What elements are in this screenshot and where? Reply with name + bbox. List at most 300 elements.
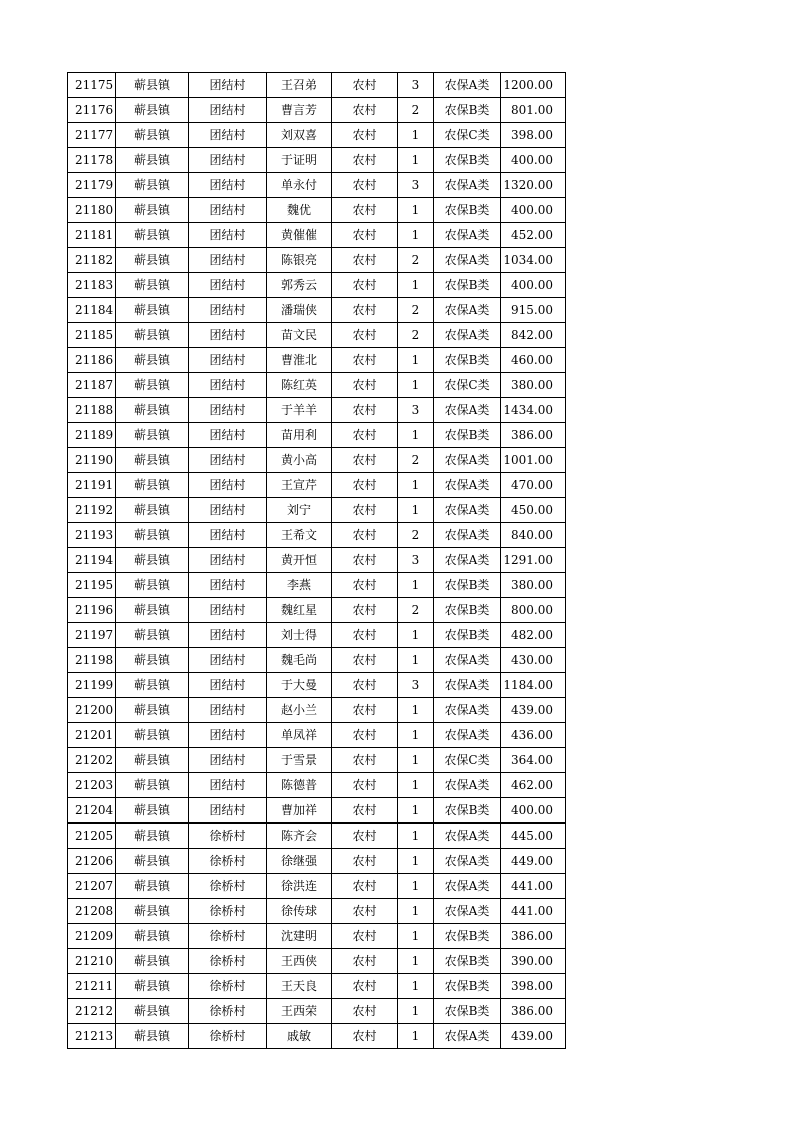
table-row bbox=[68, 148, 566, 173]
village-cell: 团结村 bbox=[189, 198, 267, 223]
town-cell: 蕲县镇 bbox=[116, 398, 189, 423]
category-cell: 农村 bbox=[332, 673, 398, 698]
record-id-cell: 21202 bbox=[68, 748, 116, 773]
record-id-cell: 21179 bbox=[68, 173, 116, 198]
insurance-type-cell: 农保B类 bbox=[434, 623, 501, 648]
village-cell: 团结村 bbox=[189, 748, 267, 773]
town-cell: 蕲县镇 bbox=[116, 723, 189, 748]
insurance-type-cell: 农保B类 bbox=[434, 573, 501, 598]
household-count-cell: 1 bbox=[398, 1024, 434, 1049]
town-cell: 蕲县镇 bbox=[116, 148, 189, 173]
table-body bbox=[68, 73, 566, 1049]
village-cell: 团结村 bbox=[189, 573, 267, 598]
record-id-cell: 21193 bbox=[68, 523, 116, 548]
category-cell: 农村 bbox=[332, 448, 398, 473]
record-id-cell: 21175 bbox=[68, 73, 116, 98]
name-cell: 戚敏 bbox=[267, 1024, 332, 1049]
village-cell: 团结村 bbox=[189, 523, 267, 548]
category-cell: 农村 bbox=[332, 748, 398, 773]
name-cell: 于羊羊 bbox=[267, 398, 332, 423]
table-row bbox=[68, 723, 566, 748]
table-row bbox=[68, 924, 566, 949]
town-cell: 蕲县镇 bbox=[116, 999, 189, 1024]
village-cell: 徐桥村 bbox=[189, 874, 267, 899]
table-row bbox=[68, 423, 566, 448]
record-id-cell: 21186 bbox=[68, 348, 116, 373]
town-cell: 蕲县镇 bbox=[116, 473, 189, 498]
village-cell: 团结村 bbox=[189, 448, 267, 473]
name-cell: 王西侠 bbox=[267, 949, 332, 974]
table-row bbox=[68, 648, 566, 673]
table-row bbox=[68, 173, 566, 198]
town-cell: 蕲县镇 bbox=[116, 273, 189, 298]
category-cell: 农村 bbox=[332, 173, 398, 198]
town-cell: 蕲县镇 bbox=[116, 198, 189, 223]
village-cell: 团结村 bbox=[189, 423, 267, 448]
table-row bbox=[68, 598, 566, 623]
record-id-cell: 21177 bbox=[68, 123, 116, 148]
name-cell: 李燕 bbox=[267, 573, 332, 598]
category-cell: 农村 bbox=[332, 648, 398, 673]
name-cell: 刘宁 bbox=[267, 498, 332, 523]
category-cell: 农村 bbox=[332, 473, 398, 498]
household-count-cell: 3 bbox=[398, 398, 434, 423]
amount-cell: 840.00 bbox=[501, 523, 566, 548]
insurance-type-cell: 农保A类 bbox=[434, 723, 501, 748]
insurance-type-cell: 农保A类 bbox=[434, 398, 501, 423]
village-cell: 团结村 bbox=[189, 398, 267, 423]
record-id-cell: 21198 bbox=[68, 648, 116, 673]
town-cell: 蕲县镇 bbox=[116, 748, 189, 773]
village-cell: 团结村 bbox=[189, 273, 267, 298]
insurance-type-cell: 农保A类 bbox=[434, 323, 501, 348]
amount-cell: 380.00 bbox=[501, 373, 566, 398]
town-cell: 蕲县镇 bbox=[116, 823, 189, 849]
town-cell: 蕲县镇 bbox=[116, 598, 189, 623]
amount-cell: 470.00 bbox=[501, 473, 566, 498]
insurance-type-cell: 农保B类 bbox=[434, 98, 501, 123]
town-cell: 蕲县镇 bbox=[116, 974, 189, 999]
amount-cell: 390.00 bbox=[501, 949, 566, 974]
record-id-cell: 21211 bbox=[68, 974, 116, 999]
record-id-cell: 21201 bbox=[68, 723, 116, 748]
table-row bbox=[68, 548, 566, 573]
category-cell: 农村 bbox=[332, 924, 398, 949]
household-count-cell: 1 bbox=[398, 748, 434, 773]
name-cell: 徐洪连 bbox=[267, 874, 332, 899]
table-row bbox=[68, 823, 566, 849]
village-cell: 团结村 bbox=[189, 73, 267, 98]
amount-cell: 450.00 bbox=[501, 498, 566, 523]
table-row bbox=[68, 773, 566, 798]
household-count-cell: 2 bbox=[398, 298, 434, 323]
record-id-cell: 21199 bbox=[68, 673, 116, 698]
category-cell: 农村 bbox=[332, 373, 398, 398]
village-cell: 徐桥村 bbox=[189, 823, 267, 849]
town-cell: 蕲县镇 bbox=[116, 323, 189, 348]
town-cell: 蕲县镇 bbox=[116, 899, 189, 924]
household-count-cell: 1 bbox=[398, 473, 434, 498]
amount-cell: 1200.00 bbox=[501, 73, 566, 98]
insurance-type-cell: 农保B类 bbox=[434, 273, 501, 298]
household-count-cell: 2 bbox=[398, 448, 434, 473]
amount-cell: 386.00 bbox=[501, 999, 566, 1024]
insurance-type-cell: 农保C类 bbox=[434, 748, 501, 773]
name-cell: 徐继强 bbox=[267, 849, 332, 874]
household-count-cell: 1 bbox=[398, 148, 434, 173]
amount-cell: 400.00 bbox=[501, 798, 566, 824]
name-cell: 曹淮北 bbox=[267, 348, 332, 373]
amount-cell: 400.00 bbox=[501, 148, 566, 173]
table-row bbox=[68, 248, 566, 273]
category-cell: 农村 bbox=[332, 398, 398, 423]
amount-cell: 1034.00 bbox=[501, 248, 566, 273]
town-cell: 蕲县镇 bbox=[116, 849, 189, 874]
record-id-cell: 21190 bbox=[68, 448, 116, 473]
household-count-cell: 1 bbox=[398, 623, 434, 648]
household-count-cell: 1 bbox=[398, 723, 434, 748]
household-count-cell: 1 bbox=[398, 648, 434, 673]
category-cell: 农村 bbox=[332, 298, 398, 323]
name-cell: 单永付 bbox=[267, 173, 332, 198]
record-id-cell: 21204 bbox=[68, 798, 116, 824]
town-cell: 蕲县镇 bbox=[116, 448, 189, 473]
insurance-type-cell: 农保B类 bbox=[434, 423, 501, 448]
amount-cell: 800.00 bbox=[501, 598, 566, 623]
category-cell: 农村 bbox=[332, 248, 398, 273]
record-id-cell: 21205 bbox=[68, 823, 116, 849]
town-cell: 蕲县镇 bbox=[116, 924, 189, 949]
name-cell: 陈齐会 bbox=[267, 823, 332, 849]
village-cell: 徐桥村 bbox=[189, 924, 267, 949]
name-cell: 王西荣 bbox=[267, 999, 332, 1024]
category-cell: 农村 bbox=[332, 1024, 398, 1049]
village-cell: 团结村 bbox=[189, 548, 267, 573]
household-count-cell: 1 bbox=[398, 899, 434, 924]
amount-cell: 400.00 bbox=[501, 198, 566, 223]
name-cell: 陈红英 bbox=[267, 373, 332, 398]
village-cell: 团结村 bbox=[189, 498, 267, 523]
town-cell: 蕲县镇 bbox=[116, 248, 189, 273]
name-cell: 王天良 bbox=[267, 974, 332, 999]
amount-cell: 441.00 bbox=[501, 899, 566, 924]
name-cell: 刘士得 bbox=[267, 623, 332, 648]
village-cell: 团结村 bbox=[189, 173, 267, 198]
village-cell: 团结村 bbox=[189, 248, 267, 273]
household-count-cell: 3 bbox=[398, 173, 434, 198]
insurance-type-cell: 农保A类 bbox=[434, 874, 501, 899]
village-cell: 团结村 bbox=[189, 723, 267, 748]
category-cell: 农村 bbox=[332, 949, 398, 974]
town-cell: 蕲县镇 bbox=[116, 1024, 189, 1049]
category-cell: 农村 bbox=[332, 974, 398, 999]
village-cell: 团结村 bbox=[189, 798, 267, 824]
town-cell: 蕲县镇 bbox=[116, 523, 189, 548]
table-row bbox=[68, 373, 566, 398]
household-count-cell: 1 bbox=[398, 999, 434, 1024]
name-cell: 潘瑞侠 bbox=[267, 298, 332, 323]
record-id-cell: 21182 bbox=[68, 248, 116, 273]
town-cell: 蕲县镇 bbox=[116, 98, 189, 123]
category-cell: 农村 bbox=[332, 273, 398, 298]
record-id-cell: 21183 bbox=[68, 273, 116, 298]
village-cell: 团结村 bbox=[189, 648, 267, 673]
household-count-cell: 1 bbox=[398, 924, 434, 949]
village-cell: 徐桥村 bbox=[189, 1024, 267, 1049]
record-id-cell: 21210 bbox=[68, 949, 116, 974]
village-cell: 团结村 bbox=[189, 298, 267, 323]
record-id-cell: 21207 bbox=[68, 874, 116, 899]
household-count-cell: 1 bbox=[398, 823, 434, 849]
village-cell: 徐桥村 bbox=[189, 899, 267, 924]
town-cell: 蕲县镇 bbox=[116, 498, 189, 523]
amount-cell: 436.00 bbox=[501, 723, 566, 748]
amount-cell: 1001.00 bbox=[501, 448, 566, 473]
household-count-cell: 1 bbox=[398, 874, 434, 899]
amount-cell: 842.00 bbox=[501, 323, 566, 348]
table-row bbox=[68, 1024, 566, 1049]
village-cell: 团结村 bbox=[189, 323, 267, 348]
amount-cell: 386.00 bbox=[501, 924, 566, 949]
table-row bbox=[68, 123, 566, 148]
record-id-cell: 21203 bbox=[68, 773, 116, 798]
category-cell: 农村 bbox=[332, 899, 398, 924]
name-cell: 于雪景 bbox=[267, 748, 332, 773]
household-count-cell: 2 bbox=[398, 523, 434, 548]
town-cell: 蕲县镇 bbox=[116, 548, 189, 573]
name-cell: 于大曼 bbox=[267, 673, 332, 698]
insurance-type-cell: 农保A类 bbox=[434, 823, 501, 849]
name-cell: 曹加祥 bbox=[267, 798, 332, 824]
household-count-cell: 1 bbox=[398, 773, 434, 798]
table-row bbox=[68, 498, 566, 523]
town-cell: 蕲县镇 bbox=[116, 773, 189, 798]
household-count-cell: 2 bbox=[398, 248, 434, 273]
village-cell: 徐桥村 bbox=[189, 949, 267, 974]
table-row bbox=[68, 748, 566, 773]
table-row bbox=[68, 849, 566, 874]
amount-cell: 801.00 bbox=[501, 98, 566, 123]
insurance-type-cell: 农保A类 bbox=[434, 248, 501, 273]
name-cell: 王希文 bbox=[267, 523, 332, 548]
table-row bbox=[68, 949, 566, 974]
category-cell: 农村 bbox=[332, 798, 398, 824]
table-row bbox=[68, 974, 566, 999]
insurance-type-cell: 农保B类 bbox=[434, 598, 501, 623]
category-cell: 农村 bbox=[332, 823, 398, 849]
name-cell: 黄开恒 bbox=[267, 548, 332, 573]
town-cell: 蕲县镇 bbox=[116, 798, 189, 824]
name-cell: 陈银亮 bbox=[267, 248, 332, 273]
insurance-type-cell: 农保A类 bbox=[434, 73, 501, 98]
village-cell: 团结村 bbox=[189, 348, 267, 373]
category-cell: 农村 bbox=[332, 548, 398, 573]
village-cell: 团结村 bbox=[189, 473, 267, 498]
category-cell: 农村 bbox=[332, 999, 398, 1024]
table-row bbox=[68, 73, 566, 98]
household-count-cell: 1 bbox=[398, 348, 434, 373]
category-cell: 农村 bbox=[332, 423, 398, 448]
village-cell: 团结村 bbox=[189, 623, 267, 648]
table-row bbox=[68, 899, 566, 924]
record-id-cell: 21180 bbox=[68, 198, 116, 223]
household-count-cell: 1 bbox=[398, 949, 434, 974]
village-cell: 团结村 bbox=[189, 773, 267, 798]
record-id-cell: 21181 bbox=[68, 223, 116, 248]
household-count-cell: 1 bbox=[398, 223, 434, 248]
town-cell: 蕲县镇 bbox=[116, 73, 189, 98]
name-cell: 黄小高 bbox=[267, 448, 332, 473]
household-count-cell: 1 bbox=[398, 373, 434, 398]
amount-cell: 460.00 bbox=[501, 348, 566, 373]
town-cell: 蕲县镇 bbox=[116, 423, 189, 448]
insurance-type-cell: 农保B类 bbox=[434, 348, 501, 373]
village-cell: 徐桥村 bbox=[189, 849, 267, 874]
category-cell: 农村 bbox=[332, 323, 398, 348]
name-cell: 苗用利 bbox=[267, 423, 332, 448]
category-cell: 农村 bbox=[332, 698, 398, 723]
town-cell: 蕲县镇 bbox=[116, 123, 189, 148]
name-cell: 王召弟 bbox=[267, 73, 332, 98]
household-count-cell: 3 bbox=[398, 548, 434, 573]
town-cell: 蕲县镇 bbox=[116, 648, 189, 673]
amount-cell: 380.00 bbox=[501, 573, 566, 598]
household-count-cell: 1 bbox=[398, 573, 434, 598]
household-count-cell: 1 bbox=[398, 273, 434, 298]
amount-cell: 441.00 bbox=[501, 874, 566, 899]
name-cell: 苗文民 bbox=[267, 323, 332, 348]
village-cell: 团结村 bbox=[189, 673, 267, 698]
amount-cell: 398.00 bbox=[501, 123, 566, 148]
insurance-type-cell: 农保A类 bbox=[434, 473, 501, 498]
category-cell: 农村 bbox=[332, 498, 398, 523]
record-id-cell: 21187 bbox=[68, 373, 116, 398]
category-cell: 农村 bbox=[332, 98, 398, 123]
insurance-type-cell: 农保A类 bbox=[434, 223, 501, 248]
name-cell: 曹言芳 bbox=[267, 98, 332, 123]
insurance-type-cell: 农保B类 bbox=[434, 949, 501, 974]
insurance-type-cell: 农保A类 bbox=[434, 698, 501, 723]
name-cell: 徐传球 bbox=[267, 899, 332, 924]
village-cell: 团结村 bbox=[189, 148, 267, 173]
insurance-type-cell: 农保A类 bbox=[434, 773, 501, 798]
village-cell: 团结村 bbox=[189, 123, 267, 148]
category-cell: 农村 bbox=[332, 523, 398, 548]
town-cell: 蕲县镇 bbox=[116, 949, 189, 974]
table-row bbox=[68, 98, 566, 123]
insurance-type-cell: 农保A类 bbox=[434, 849, 501, 874]
table-row bbox=[68, 999, 566, 1024]
amount-cell: 1320.00 bbox=[501, 173, 566, 198]
insurance-type-cell: 农保B类 bbox=[434, 999, 501, 1024]
table-row bbox=[68, 298, 566, 323]
record-id-cell: 21185 bbox=[68, 323, 116, 348]
table-row bbox=[68, 573, 566, 598]
household-count-cell: 3 bbox=[398, 73, 434, 98]
household-count-cell: 1 bbox=[398, 849, 434, 874]
insurance-type-cell: 农保A类 bbox=[434, 673, 501, 698]
category-cell: 农村 bbox=[332, 198, 398, 223]
record-id-cell: 21197 bbox=[68, 623, 116, 648]
village-cell: 团结村 bbox=[189, 598, 267, 623]
subsidy-table bbox=[67, 72, 566, 1049]
name-cell: 魏优 bbox=[267, 198, 332, 223]
table-row bbox=[68, 673, 566, 698]
record-id-cell: 21212 bbox=[68, 999, 116, 1024]
amount-cell: 449.00 bbox=[501, 849, 566, 874]
household-count-cell: 1 bbox=[398, 974, 434, 999]
insurance-type-cell: 农保B类 bbox=[434, 924, 501, 949]
table-row bbox=[68, 198, 566, 223]
village-cell: 团结村 bbox=[189, 373, 267, 398]
record-id-cell: 21184 bbox=[68, 298, 116, 323]
name-cell: 黄催催 bbox=[267, 223, 332, 248]
household-count-cell: 2 bbox=[398, 598, 434, 623]
amount-cell: 364.00 bbox=[501, 748, 566, 773]
amount-cell: 462.00 bbox=[501, 773, 566, 798]
insurance-type-cell: 农保A类 bbox=[434, 448, 501, 473]
village-cell: 团结村 bbox=[189, 98, 267, 123]
table-row bbox=[68, 223, 566, 248]
insurance-type-cell: 农保C类 bbox=[434, 123, 501, 148]
table-row bbox=[68, 874, 566, 899]
category-cell: 农村 bbox=[332, 723, 398, 748]
amount-cell: 439.00 bbox=[501, 1024, 566, 1049]
village-cell: 徐桥村 bbox=[189, 974, 267, 999]
table-row bbox=[68, 448, 566, 473]
name-cell: 单凤祥 bbox=[267, 723, 332, 748]
category-cell: 农村 bbox=[332, 123, 398, 148]
record-id-cell: 21213 bbox=[68, 1024, 116, 1049]
table-row bbox=[68, 323, 566, 348]
category-cell: 农村 bbox=[332, 623, 398, 648]
insurance-type-cell: 农保C类 bbox=[434, 373, 501, 398]
amount-cell: 915.00 bbox=[501, 298, 566, 323]
insurance-type-cell: 农保A类 bbox=[434, 298, 501, 323]
village-cell: 团结村 bbox=[189, 698, 267, 723]
household-count-cell: 1 bbox=[398, 698, 434, 723]
insurance-type-cell: 农保A类 bbox=[434, 548, 501, 573]
record-id-cell: 21195 bbox=[68, 573, 116, 598]
household-count-cell: 1 bbox=[398, 498, 434, 523]
town-cell: 蕲县镇 bbox=[116, 348, 189, 373]
insurance-type-cell: 农保A类 bbox=[434, 648, 501, 673]
household-count-cell: 1 bbox=[398, 798, 434, 824]
record-id-cell: 21196 bbox=[68, 598, 116, 623]
name-cell: 王宣芹 bbox=[267, 473, 332, 498]
record-id-cell: 21194 bbox=[68, 548, 116, 573]
insurance-type-cell: 农保A类 bbox=[434, 899, 501, 924]
household-count-cell: 1 bbox=[398, 123, 434, 148]
table-row bbox=[68, 348, 566, 373]
town-cell: 蕲县镇 bbox=[116, 874, 189, 899]
amount-cell: 1434.00 bbox=[501, 398, 566, 423]
amount-cell: 398.00 bbox=[501, 974, 566, 999]
record-id-cell: 21189 bbox=[68, 423, 116, 448]
record-id-cell: 21206 bbox=[68, 849, 116, 874]
category-cell: 农村 bbox=[332, 573, 398, 598]
amount-cell: 1184.00 bbox=[501, 673, 566, 698]
household-count-cell: 1 bbox=[398, 423, 434, 448]
insurance-type-cell: 农保B类 bbox=[434, 198, 501, 223]
town-cell: 蕲县镇 bbox=[116, 698, 189, 723]
table-row bbox=[68, 273, 566, 298]
amount-cell: 400.00 bbox=[501, 273, 566, 298]
insurance-type-cell: 农保A类 bbox=[434, 523, 501, 548]
record-id-cell: 21209 bbox=[68, 924, 116, 949]
town-cell: 蕲县镇 bbox=[116, 173, 189, 198]
amount-cell: 445.00 bbox=[501, 823, 566, 849]
